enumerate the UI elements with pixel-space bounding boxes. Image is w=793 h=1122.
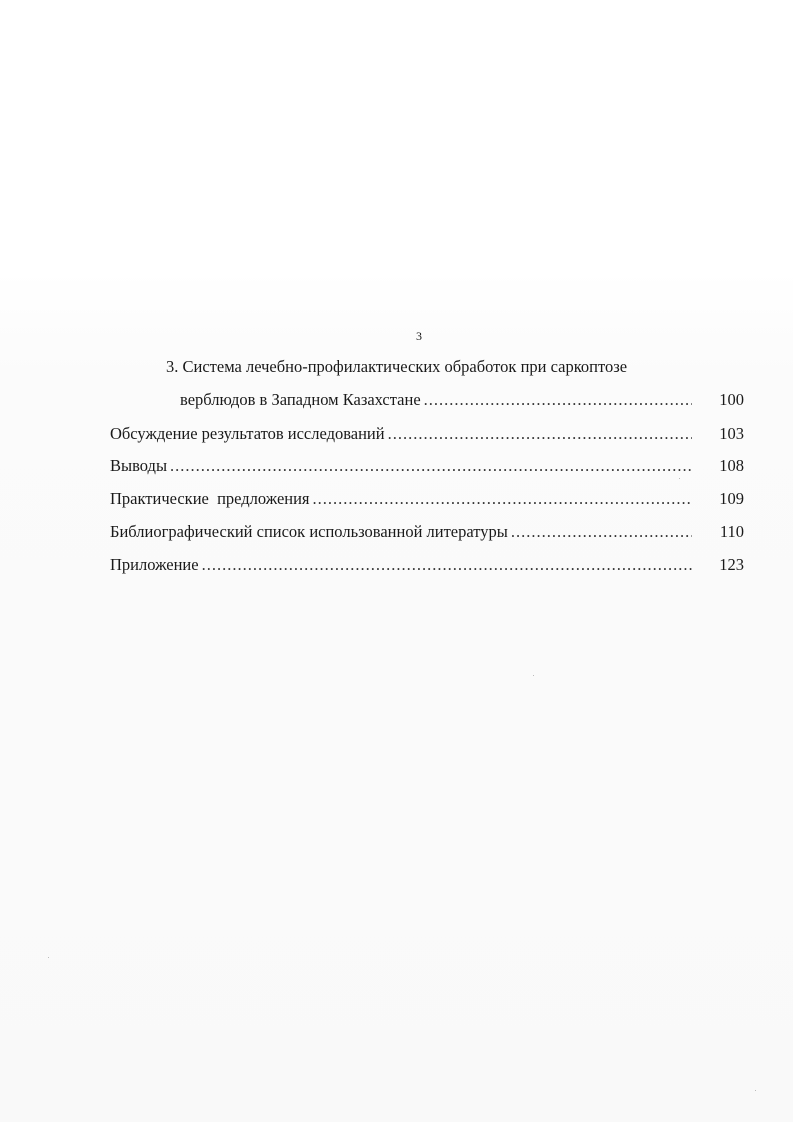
dot-leader xyxy=(170,456,692,476)
scan-speck xyxy=(755,1090,756,1091)
toc-entry-title: Библиографический список использованной литературы xyxy=(110,522,508,541)
toc-entry xyxy=(110,489,695,509)
toc-entry-page: 109 xyxy=(719,489,744,508)
toc-entry-title: Практические предложения xyxy=(110,489,310,508)
toc-entry-title: Обсуждение результатов исследований xyxy=(110,424,385,443)
toc-entry xyxy=(110,424,695,444)
toc-entry-title: Приложение xyxy=(110,555,199,574)
toc-entry xyxy=(110,456,695,476)
toc-entry-page: 103 xyxy=(719,424,744,443)
dot-leader xyxy=(388,424,692,444)
toc-entry-page: 110 xyxy=(719,522,744,541)
toc-entry-page: 123 xyxy=(719,555,744,574)
dot-leader xyxy=(202,555,692,575)
dot-leader xyxy=(511,522,692,542)
toc-entry-page: 100 xyxy=(719,390,744,409)
page-number: 3 xyxy=(416,329,422,343)
toc-entry-title: Выводы xyxy=(110,456,168,475)
toc-section-heading: 3. Система лечебно-профилактических обработок при саркоптозе xyxy=(166,357,628,376)
dot-leader xyxy=(313,489,692,509)
scan-speck xyxy=(48,957,49,958)
scan-speck xyxy=(533,675,534,676)
toc-entry xyxy=(110,522,695,542)
scan-speck xyxy=(679,478,680,479)
toc-entry xyxy=(110,555,695,575)
dot-leader xyxy=(424,390,692,410)
toc-entry-page: 108 xyxy=(719,456,744,475)
toc-entry-title: верблюдов в Западном Казахстане xyxy=(180,390,421,409)
toc-entry xyxy=(180,390,695,410)
